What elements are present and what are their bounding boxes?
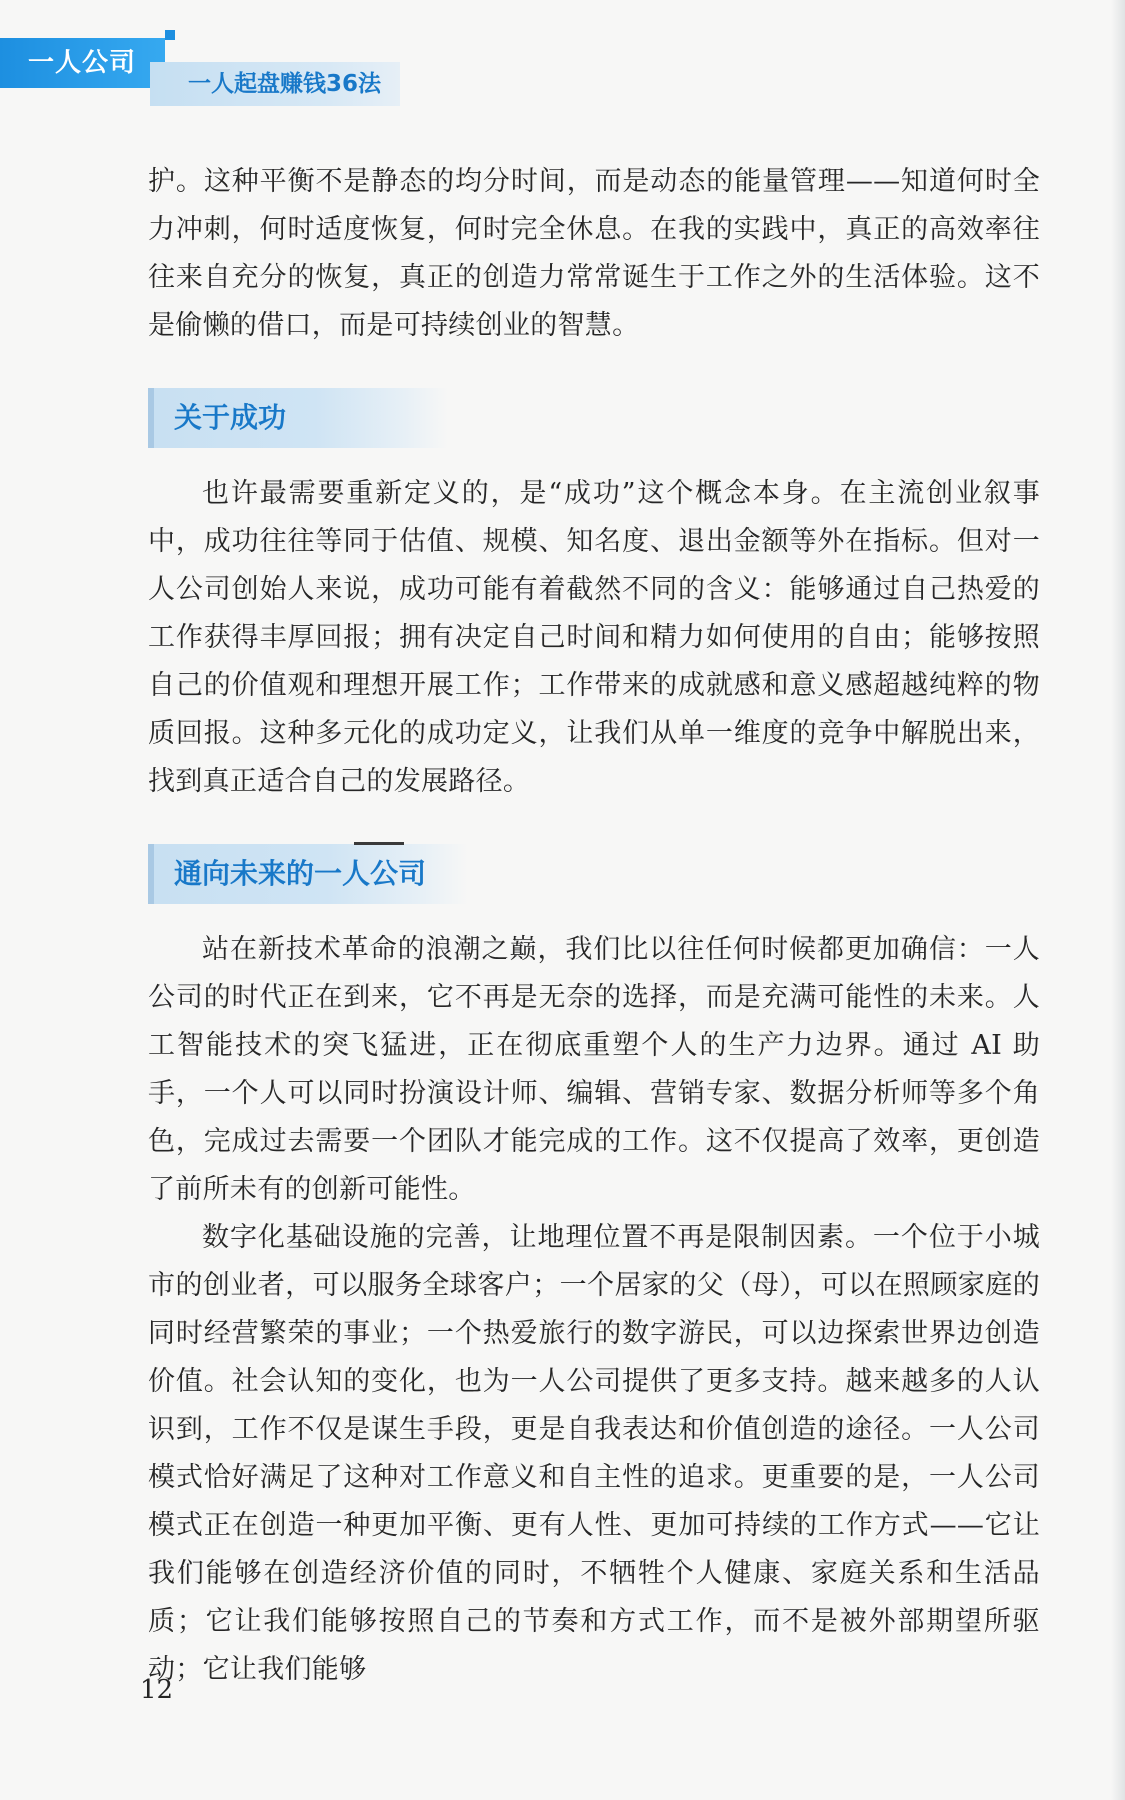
future-paragraph-2: 数字化基础设施的完善，让地理位置不再是限制因素。一个位于小城市的创业者，可以服务全球客户；一个居家的父（母），可以在照顾家庭的同时经营繁荣的事业；一个热爱旅行的数字游民，可以边探索世界边创造价值。社会认知的变化，也为一人公司提供了更多支持。越来越多的人认识到，工作不仅是谋生手段，更是自我表达和价值创造的途径。一人公司模式恰好满足了这种对工作意义和自主性的追求。更重要的是，一人公司模式正在创造一种更加平衡、更有人性、更加可持续的工作方式——它让我们能够在创造经济价值的同时，不牺牲个人健康、家庭关系和生活品质；它让我们能够按照自己的节奏和方式工作，而不是被外部期望所驱动；它让我们能够 (148, 1222, 1040, 1685)
section-heading-future (148, 844, 468, 904)
page-number: 12 (140, 1675, 174, 1705)
book-subtitle-bar: 一人起盘赚钱36法 (150, 62, 400, 106)
book-title-tab: 一人公司 (0, 38, 165, 88)
section-heading-success (148, 388, 448, 448)
success-paragraph: 也许最需要重新定义的，是“成功”这个概念本身。在主流创业叙事中，成功往往等同于估值、规模、知名度、退出金额等外在指标。但对一人公司创始人来说，成功可能有着截然不同的含义：能够通过自己热爱的工作获得丰厚回报；拥有决定自己时间和精力如何使用的自由；能够按照自己的价值观和理想开展工作；工作带来的成就感和意义感超越纯粹的物质回报。这种多元化的成功定义，让我们从单一维度的竞争中解脱出来，找到真正适合自己的发展路径。 (148, 478, 1040, 797)
header-accent-square (165, 30, 175, 40)
intro-paragraph: 护。这种平衡不是静态的均分时间，而是动态的能量管理——知道何时全力冲刺，何时适度恢复，何时完全休息。在我的实践中，真正的高效率往往来自充分的恢复，真正的创造力常常诞生于工作之外的生活体验。这不是偷懒的借口，而是可持续创业的智慧。 (148, 166, 1040, 341)
page-edge-shadow (1111, 0, 1125, 1800)
section-heading-future-label: 通向未来的一人公司 (174, 857, 427, 890)
section-heading-success-label: 关于成功 (174, 401, 287, 434)
future-paragraph-1: 站在新技术革命的浪潮之巅，我们比以往任何时候都更加确信：一人公司的时代正在到来，它不再是无奈的选择，而是充满可能性的未来。人工智能技术的突飞猛进，正在彻底重塑个人的生产力边界。通过 AI 助手，一个人可以同时扮演设计师、编辑、营销专家、数据分析师等多个角色，完成过去需要一个团队才能完成的工作。这不仅提高了效率，更创造了前所未有的创新可能性。 (148, 934, 1040, 1205)
page-content (148, 158, 1040, 1694)
heading-decorative-line (354, 842, 404, 845)
